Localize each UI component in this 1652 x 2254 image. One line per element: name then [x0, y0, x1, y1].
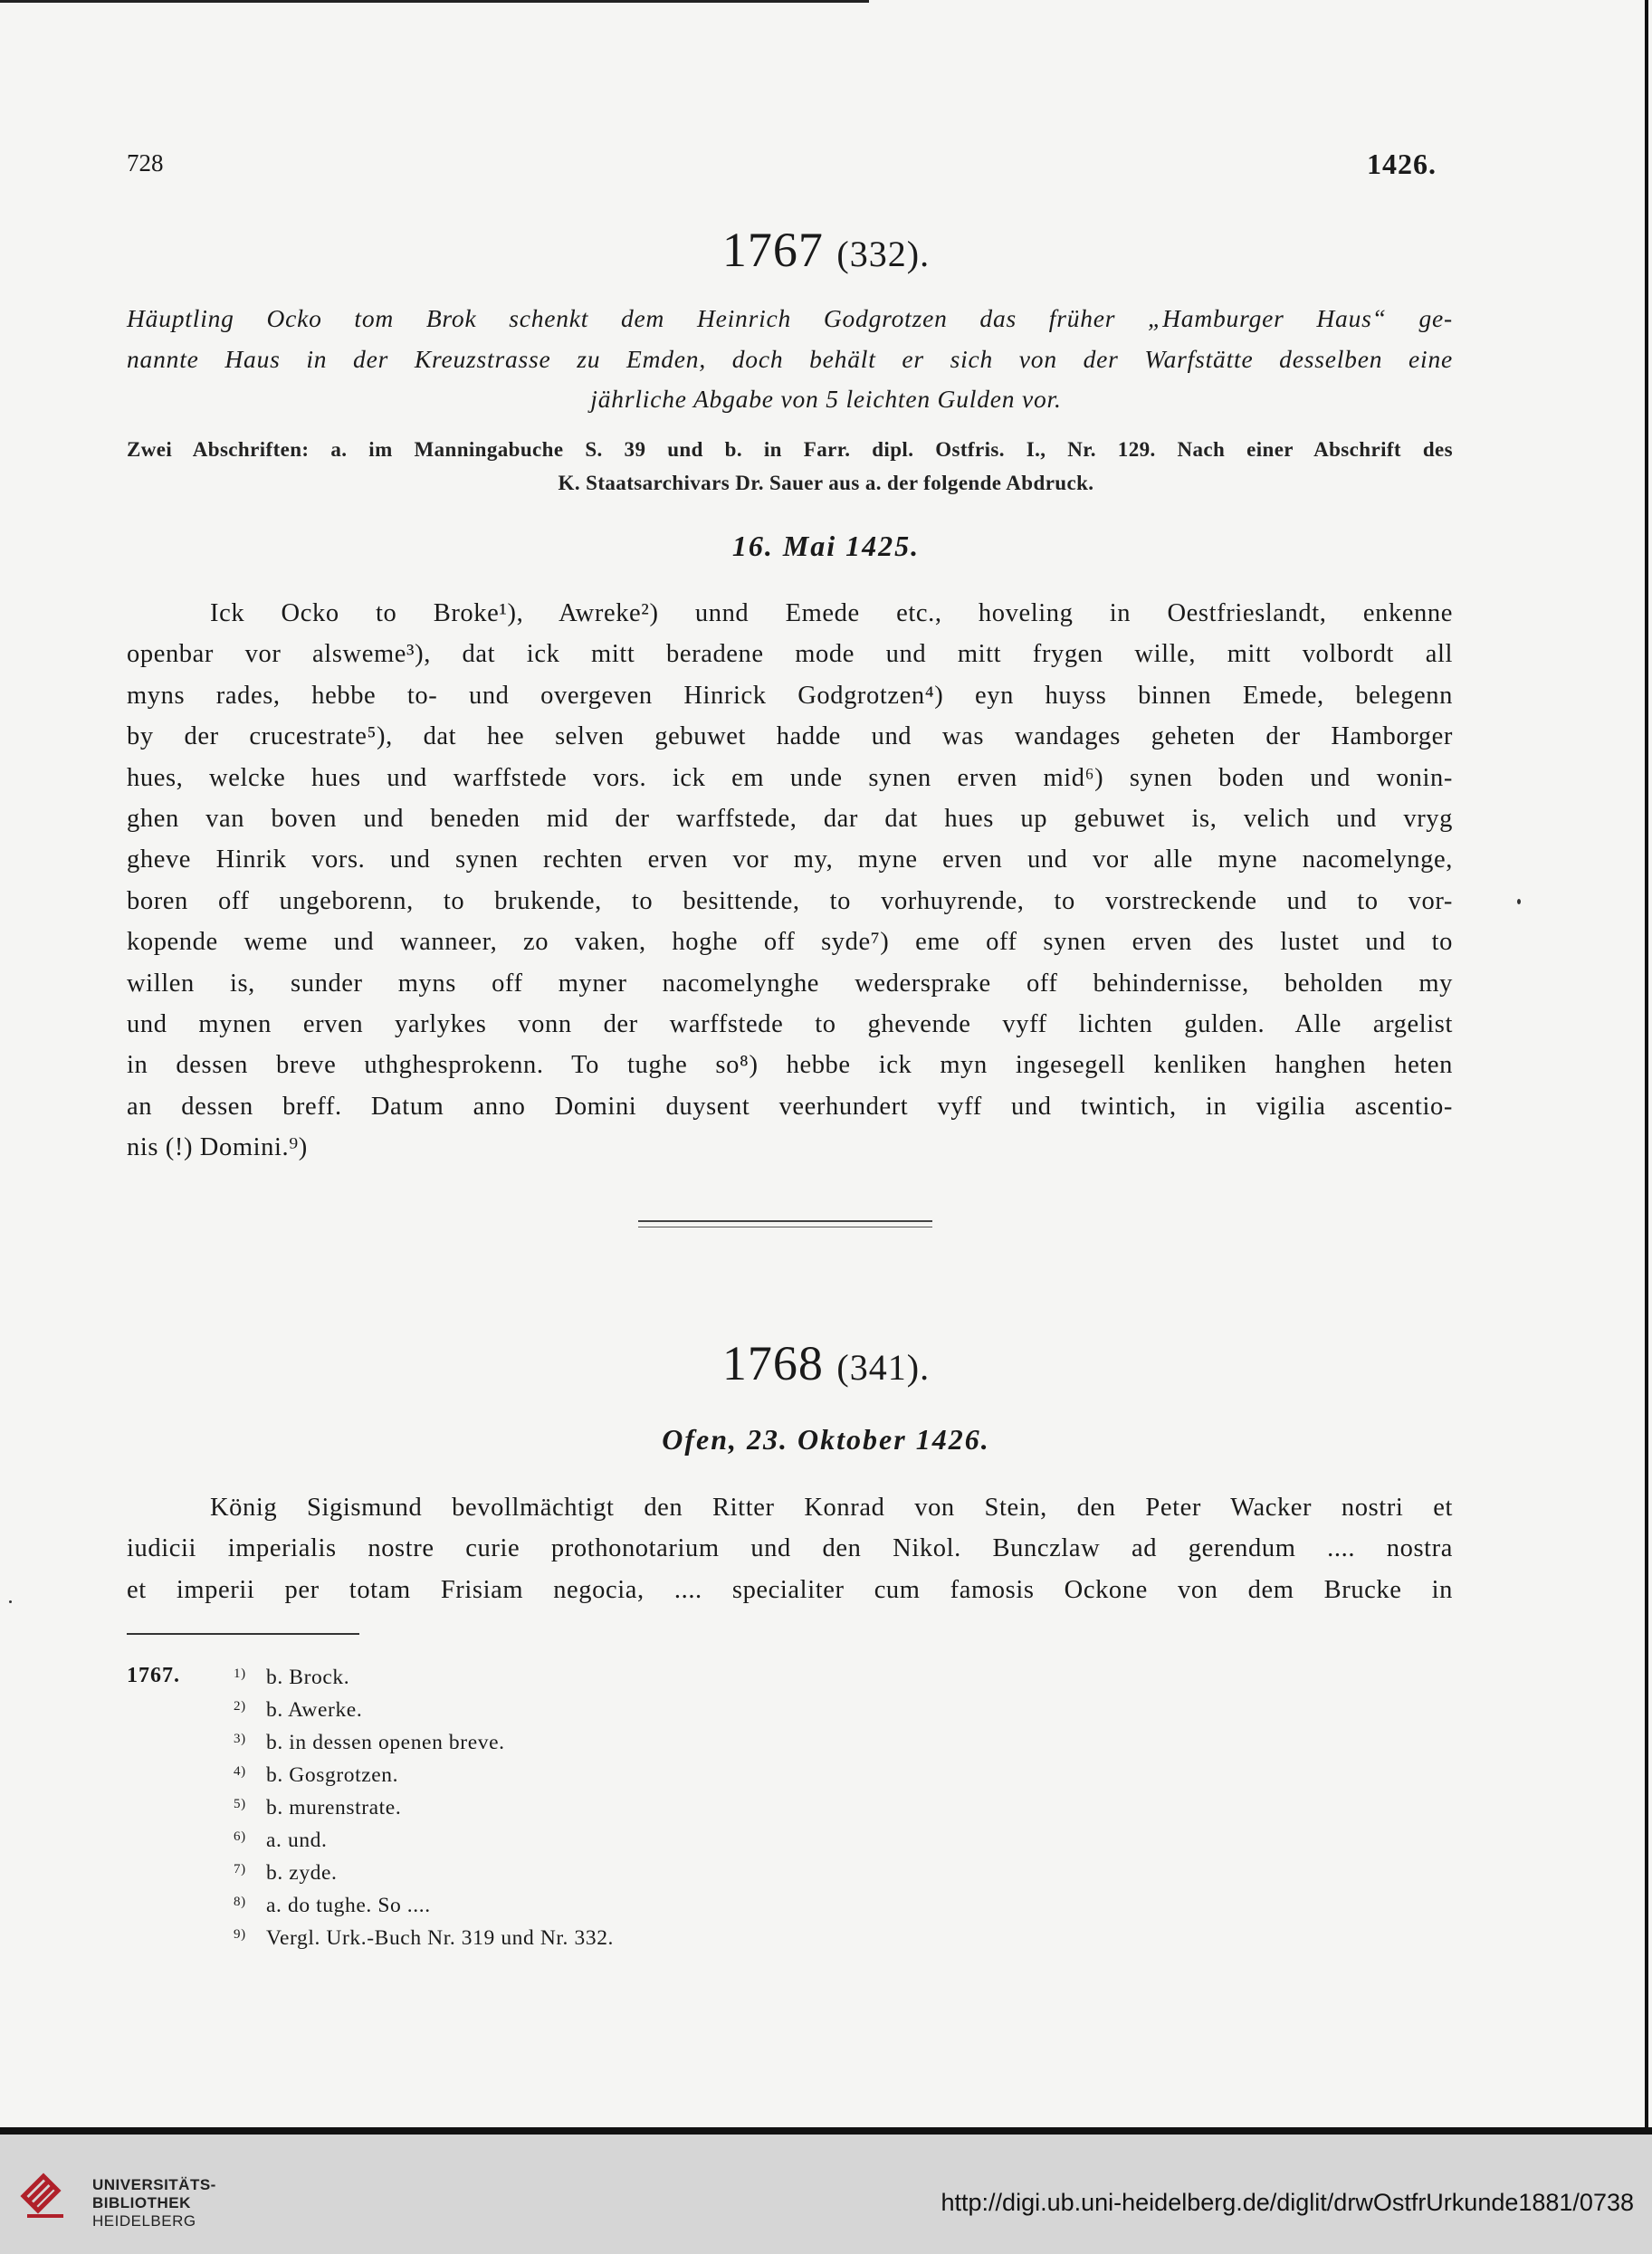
footnote [234, 1894, 431, 1918]
library-name-line: BIBLIOTHEK [92, 2194, 191, 2211]
footnote-text: b. Awerke. [266, 1698, 363, 1722]
footnote-number: 5) [234, 1797, 246, 1811]
footnote [234, 1763, 398, 1788]
text-line: König Sigismund bevollmächtigt den Ritter Konrad von Stein, den Peter Wacker nostri et [210, 1494, 1453, 1522]
text-line: openbar vor alsweme³), dat ick mitt beradene mode und mitt frygen wille, mitt volbordt all [127, 640, 1453, 668]
text-line: hues, welcke hues und warffstede vors. ick em unde synen erven mid⁶) synen boden und wonin- [127, 764, 1453, 792]
footnote-number: 7) [234, 1862, 246, 1877]
page-number: 728 [127, 149, 164, 177]
footnote [234, 1829, 328, 1853]
footnote-text: b. zyde. [266, 1861, 338, 1885]
text-line: iudicii imperialis nostre curie prothonotarium und den Nikol. Bunczlaw ad gerendum .... nostra [127, 1534, 1453, 1562]
document-old-number: (341). [836, 1347, 931, 1388]
viewer-footer-bar [0, 2135, 1652, 2254]
text-line: boren off ungeborenn, to brukende, to besittende, to vorhuyrende, to vorstreckende und to vor- [127, 887, 1453, 915]
footnote-number: 8) [234, 1895, 246, 1909]
footnote [234, 1861, 338, 1886]
scan-bottom-edge [0, 2127, 1652, 2135]
document-number: 1767 [721, 223, 824, 277]
source-url-link[interactable]: http://digi.ub.uni-heidelberg.de/diglit/drwOstfrUrkunde1881/0738 [941, 2189, 1634, 2216]
footnote [234, 1666, 349, 1690]
footnote-text: b. in dessen openen breve. [266, 1731, 505, 1754]
footnote-text: Vergl. Urk.-Buch Nr. 319 und Nr. 332. [266, 1926, 615, 1950]
text-line: nis (!) Domini.⁹) [127, 1133, 308, 1161]
sources-line: K. Staatsarchivars Dr. Sauer aus a. der folgende Abdruck. [558, 472, 1094, 494]
footnote [234, 1698, 362, 1723]
footnote [234, 1796, 401, 1820]
footnote-number: 9) [234, 1927, 246, 1942]
text-line: Ick Ocko to Broke¹), Awreke²) unnd Emede etc., hoveling in Oestfrieslandt, enkenne [210, 599, 1453, 627]
footnote [234, 1731, 505, 1755]
scan-speck [9, 1600, 12, 1603]
document-heading-1768 [0, 1335, 1652, 1391]
footnote-text: a. do tughe. So .... [266, 1894, 431, 1917]
text-line: by der crucestrate⁵), dat hee selven gebuwet hadde und was wandages geheten der Hamborger [127, 722, 1453, 750]
text-line: et imperii per totam Frisiam negocia, .... specialiter cum famosis Ockone von dem Brucke in [127, 1576, 1453, 1604]
footnote-number: 3) [234, 1732, 246, 1746]
footnote-text: b. Gosgrotzen. [266, 1763, 399, 1787]
footnote-text: b. murenstrate. [266, 1796, 402, 1819]
document-number: 1768 [721, 1336, 824, 1390]
text-line: in dessen breve uthghesprokenn. To tughe so⁸) hebbe ick myn ingesegell kenliken hanghen heten [127, 1051, 1453, 1079]
text-line: ghen van boven und beneden mid der warffstede, dar dat hues up gebuwet is, velich und vryg [127, 805, 1453, 833]
text-line: myns rades, hebbe to- und overgeven Hinrick Godgrotzen⁴) eyn huyss binnen Emede, belegenn [127, 682, 1453, 710]
footnote-number: 2) [234, 1699, 246, 1714]
footnote-text: b. Brock. [266, 1666, 350, 1689]
dateline: Ofen, 23. Oktober 1426. [662, 1423, 990, 1456]
sources-line: Zwei Abschriften: a. im Manningabuche S. 39 und b. in Farr. dipl. Ostfris. I., Nr. 129. Nach einer Abschrift des [127, 438, 1453, 461]
footnote-number: 1) [234, 1667, 246, 1681]
footnote-number: 4) [234, 1764, 246, 1779]
text-line: an dessen breff. Datum anno Domini duysent veerhundert vyff und twintich, in vigilia ascentio- [127, 1093, 1453, 1121]
text-line: kopende weme und wanneer, zo vaken, hoghe off syde⁷) eme off synen erven des lustet und to [127, 928, 1453, 956]
regest-line: nannte Haus in der Kreuzstrasse zu Emden, doch behält er sich von der Warfstätte desselben eine [127, 345, 1453, 373]
text-line: und mynen erven yarlykes vonn der warffstede to ghevende vyff lichten gulden. Alle argelist [127, 1010, 1453, 1038]
document-old-number: (332). [836, 234, 931, 274]
scan-speck [1517, 899, 1521, 904]
text-line: gheve Hinrik vors. und synen rechten erven vor my, myne erven und vor alle myne nacomelynge, [127, 845, 1453, 874]
footnote-number: 6) [234, 1829, 246, 1844]
footnote [234, 1926, 614, 1951]
footnote-section-label: 1767. [127, 1664, 180, 1687]
section-divider [638, 1220, 932, 1227]
library-name-line: HEIDELBERG [92, 2212, 196, 2230]
library-logo-icon [18, 2162, 72, 2225]
scan-top-edge [0, 0, 869, 3]
running-head-year: 1426. [1367, 148, 1437, 180]
text-line: willen is, sunder myns off myner nacomelynghe wedersprake off behindernisse, beholden my [127, 969, 1453, 998]
document-heading-1767 [0, 222, 1652, 278]
footnote-text: a. und. [266, 1829, 328, 1852]
regest-line: jährliche Abgabe von 5 leichten Gulden vor. [590, 385, 1062, 413]
footnote-rule [127, 1633, 359, 1635]
library-name [92, 2176, 216, 2230]
dateline: 16. Mai 1425. [731, 530, 921, 562]
library-name-line: UNIVERSITÄTS- [92, 2176, 216, 2193]
scan-right-edge [1645, 0, 1648, 2135]
regest-line: Häuptling Ocko tom Brok schenkt dem Heinrich Godgrotzen das früher „Hamburger Haus“ ge- [127, 304, 1453, 332]
